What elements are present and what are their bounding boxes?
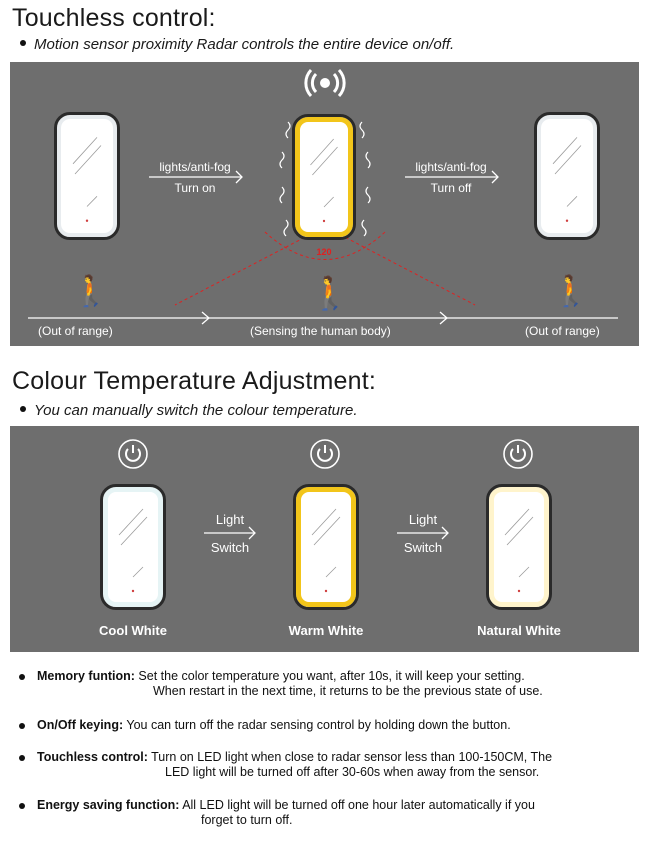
mirror-reflection: [57, 115, 117, 237]
feature-bullet: [19, 755, 25, 761]
range-center-label: (Sensing the human body): [250, 324, 391, 338]
feature-bullet: [19, 674, 25, 680]
feature-memory: [37, 669, 525, 684]
switch1-top-label: Light: [215, 512, 245, 527]
feature-touchless-line2: LED light will be turned off after 30-60s when away from the sensor.: [165, 765, 540, 779]
switch1-bottom-label: Switch: [210, 540, 250, 555]
mirror-reflection: [489, 487, 549, 607]
feature-energy-line1: All LED light will be turned off one hour later automatically if you: [182, 798, 535, 812]
walking-person-icon: 🚶: [310, 275, 350, 311]
mirror-reflection: [103, 487, 163, 607]
mirror-on-center: [292, 114, 356, 240]
feature-touchless-line1: Turn on LED light when close to radar sensor less than 100-150CM, The: [151, 750, 553, 764]
touchless-panel: [10, 62, 639, 346]
arrow2-top-label: lights/anti-fog: [415, 160, 487, 174]
sensing-angle: 120: [316, 247, 332, 257]
section2-title: Colour Temperature Adjustment:: [12, 367, 377, 395]
arrow1-top-label: lights/anti-fog: [159, 160, 231, 174]
section1-subtitle-text: Motion sensor proximity Radar controls the entire device on/off.: [34, 36, 455, 53]
mirror-warm-white: [293, 484, 359, 610]
walking-person-icon: 🚶: [552, 275, 590, 308]
range-left-label: (Out of range): [38, 324, 113, 338]
power-button-icon: [119, 440, 147, 468]
feature-bullet: [19, 803, 25, 809]
arrow1-bottom-label: Turn on: [174, 181, 216, 195]
mirror-reflection: [537, 115, 597, 237]
range-right-label: (Out of range): [525, 324, 600, 338]
power-button-icon: [311, 440, 339, 468]
bullet-dot: [20, 40, 26, 46]
mirror-off-left: [54, 112, 120, 240]
switch2-top-label: Light: [408, 512, 438, 527]
mirror-natural-white: [486, 484, 552, 610]
section1-subtitle: [20, 36, 454, 53]
cool-white-label: Cool White: [99, 623, 167, 638]
feature-onoff-name: On/Off keying:: [37, 718, 124, 732]
feature-memory-line2: When restart in the next time, it returns to be the previous state of use.: [153, 684, 543, 698]
section2-subtitle: [20, 402, 358, 419]
arrow2-bottom-label: Turn off: [430, 181, 472, 195]
mirror-reflection: [296, 487, 356, 607]
section1-title: Touchless control:: [12, 4, 216, 32]
bullet-dot: [20, 406, 26, 412]
feature-onoff: [37, 718, 511, 733]
colour-panel: [10, 426, 639, 652]
mirror-cool-white: [100, 484, 166, 610]
feature-memory-line1: Set the color temperature you want, after 10s, it will keep your setting.: [138, 669, 525, 683]
natural-white-label: Natural White: [477, 623, 561, 638]
mirror-reflection: [295, 117, 353, 237]
warm-white-label: Warm White: [288, 623, 364, 638]
feature-energy: [37, 798, 535, 813]
switch2-bottom-label: Switch: [403, 540, 443, 555]
feature-bullet: [19, 723, 25, 729]
mirror-off-right: [534, 112, 600, 240]
feature-energy-line2: forget to turn off.: [201, 813, 293, 827]
feature-memory-name: Memory funtion:: [37, 669, 135, 683]
section2-subtitle-text: You can manually switch the colour temperature.: [34, 402, 358, 419]
feature-touchless-name: Touchless control:: [37, 750, 148, 764]
feature-energy-name: Energy saving function:: [37, 798, 180, 812]
radar-sensor-icon: [306, 70, 344, 96]
power-button-icon: [504, 440, 532, 468]
feature-onoff-line1: You can turn off the radar sensing control by holding down the button.: [126, 718, 511, 732]
walking-person-icon: 🚶: [72, 275, 110, 308]
feature-touchless: [37, 750, 552, 765]
